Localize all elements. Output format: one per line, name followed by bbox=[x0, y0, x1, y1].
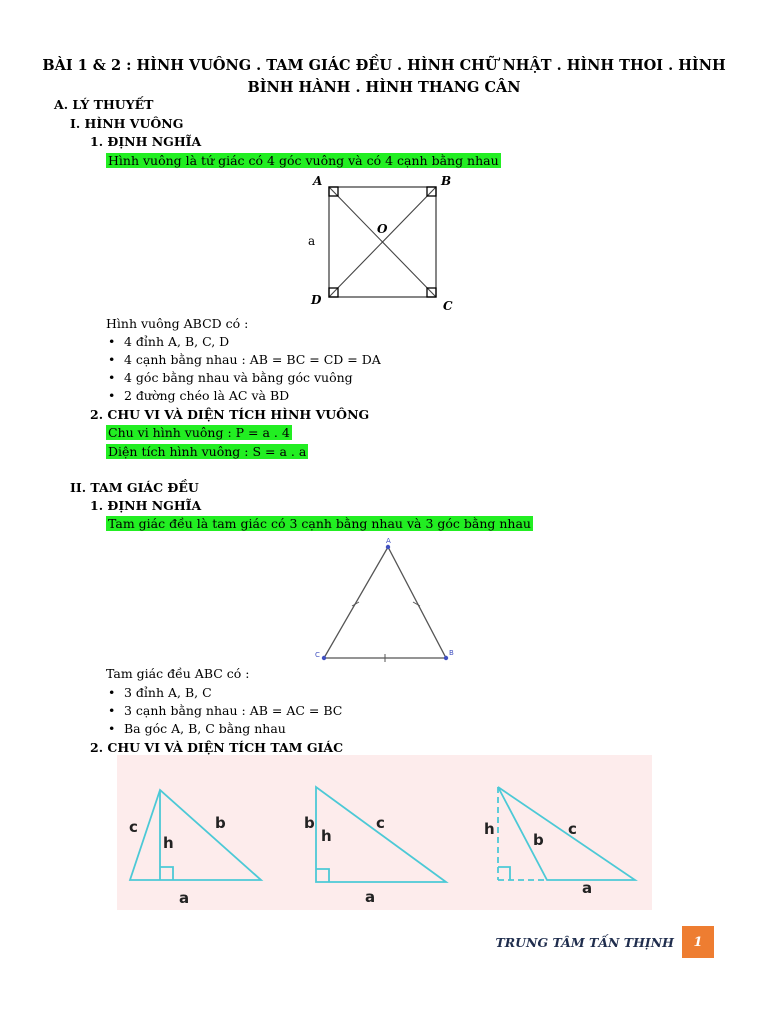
tri1-b: b bbox=[215, 814, 226, 832]
triangle-props-intro: Tam giác đều ABC có : bbox=[106, 666, 250, 681]
part1-heading: I. HÌNH VUÔNG bbox=[70, 116, 184, 131]
triangle-formula-heading: 2. CHU VI VÀ DIỆN TÍCH TAM GIÁC bbox=[90, 740, 344, 755]
tri-label-B: B bbox=[449, 649, 454, 657]
square-props-intro: Hình vuông ABCD có : bbox=[106, 316, 249, 331]
square-perimeter: Chu vi hình vuông : P = a . 4 bbox=[108, 425, 290, 440]
label-D: D bbox=[311, 293, 322, 307]
footer-center-name: TRUNG TÂM TẤN THỊNH bbox=[495, 935, 674, 950]
label-C: C bbox=[443, 299, 453, 313]
triangles-panel bbox=[117, 755, 652, 910]
list-item: • 2 đường chéo là AC và BD bbox=[106, 387, 381, 405]
label-O: O bbox=[377, 222, 388, 236]
triangle-props-list bbox=[106, 684, 342, 738]
tri3-c: c bbox=[568, 820, 577, 838]
square-definition: Hình vuông là tứ giác có 4 góc vuông và có 4 cạnh bằng nhau bbox=[108, 153, 499, 168]
equilateral-triangle-figure bbox=[310, 535, 465, 665]
tri-label-C: C bbox=[315, 651, 320, 659]
triangle-definition: Tam giác đều là tam giác có 3 cạnh bằng nhau và 3 góc bằng nhau bbox=[108, 516, 531, 531]
part2-heading: II. TAM GIÁC ĐỀU bbox=[70, 480, 199, 495]
page-title: BÀI 1 & 2 : HÌNH VUÔNG . TAM GIÁC ĐỀU . HÌNH CHỮ NHẬT . HÌNH THOI . HÌNH BÌNH HÀNH . HÌNH THANG CÂN bbox=[42, 57, 726, 96]
page-number: 1 bbox=[682, 926, 714, 958]
tri1-c: c bbox=[129, 818, 138, 836]
list-item: • 3 đỉnh A, B, C bbox=[106, 684, 342, 702]
square-figure bbox=[300, 170, 470, 315]
square-area: Diện tích hình vuông : S = a . a bbox=[108, 444, 307, 459]
tri2-h: h bbox=[321, 827, 332, 845]
tri1-h: h bbox=[163, 834, 174, 852]
tri3-h: h bbox=[484, 820, 495, 838]
tri-label-A: A bbox=[386, 537, 391, 545]
square-props-list bbox=[106, 333, 381, 405]
section-heading: A. LÝ THUYẾT bbox=[54, 97, 154, 112]
tri3-b: b bbox=[533, 831, 544, 849]
tri1-a: a bbox=[179, 889, 190, 907]
list-item: • 3 cạnh bằng nhau : AB = AC = BC bbox=[106, 702, 342, 720]
part2-def-heading: 1. ĐỊNH NGHĨA bbox=[90, 498, 202, 513]
tri3-a: a bbox=[582, 879, 593, 897]
tri2-b: b bbox=[304, 814, 315, 832]
list-item: • Ba góc A, B, C bằng nhau bbox=[106, 720, 342, 738]
list-item: • 4 đỉnh A, B, C, D bbox=[106, 333, 381, 351]
list-item: • 4 cạnh bằng nhau : AB = BC = CD = DA bbox=[106, 351, 381, 369]
label-A: A bbox=[313, 174, 323, 188]
list-item: • 4 góc bằng nhau và bằng góc vuông bbox=[106, 369, 381, 387]
tri2-a: a bbox=[365, 888, 376, 906]
label-side-a: a bbox=[308, 234, 316, 248]
label-B: B bbox=[441, 174, 452, 188]
square-formula-heading: 2. CHU VI VÀ DIỆN TÍCH HÌNH VUÔNG bbox=[90, 407, 370, 422]
tri2-c: c bbox=[376, 814, 385, 832]
part1-def-heading: 1. ĐỊNH NGHĨA bbox=[90, 134, 202, 149]
